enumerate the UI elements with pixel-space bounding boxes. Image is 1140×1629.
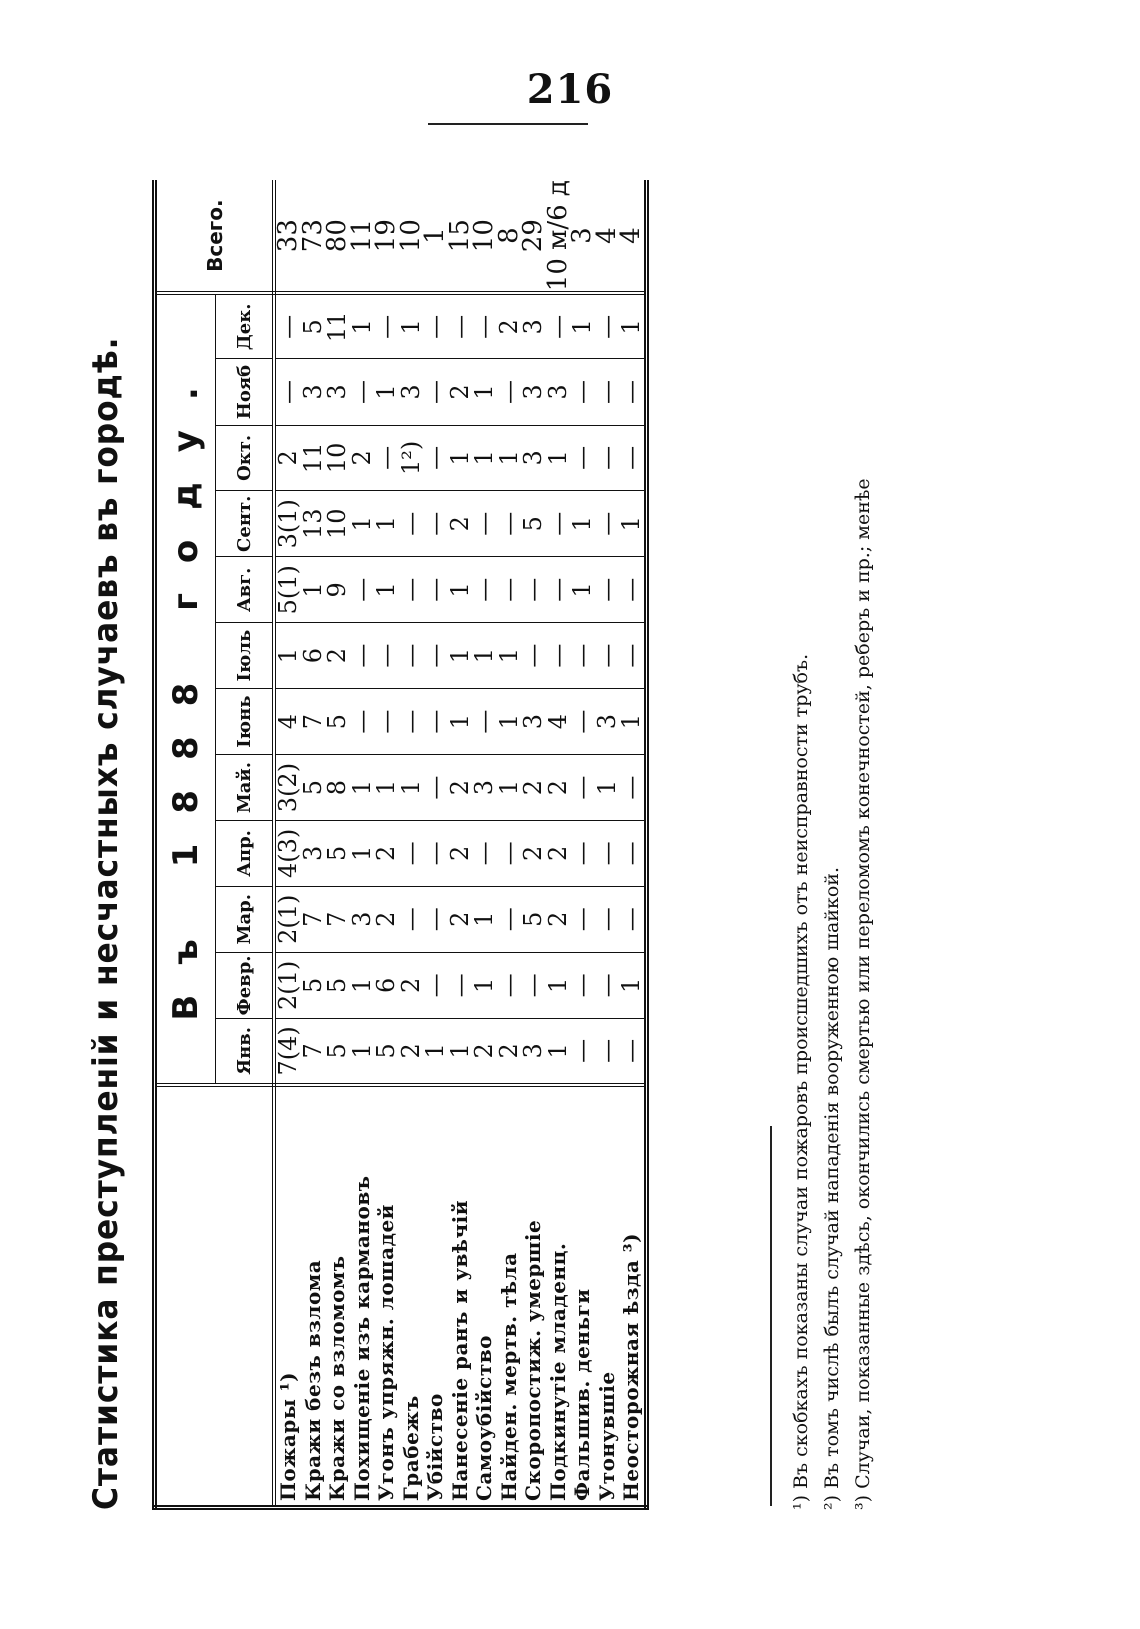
month-cell: —: [448, 952, 473, 1019]
month-cell: —: [472, 689, 497, 755]
table-body: [274, 180, 646, 1508]
month-cell: 1: [350, 821, 375, 887]
month-cell: —: [374, 425, 399, 491]
month-cell: 1: [619, 491, 646, 557]
month-cell: —: [570, 886, 595, 952]
month-cell: 4: [546, 689, 571, 755]
month-cell: —: [595, 886, 620, 952]
month-header: Янв.: [216, 1019, 275, 1085]
footnote-1: ¹) Въ скобкахъ показаны случаи пожаровъ происшедшихъ отъ неисправности трубъ.: [790, 653, 812, 1510]
row-total: 4: [595, 180, 620, 293]
month-cell: 1: [374, 557, 399, 623]
month-cell: 2: [472, 1019, 497, 1085]
month-cell: 1: [350, 755, 375, 821]
month-cell: 3: [595, 689, 620, 755]
month-cell: 5(1): [274, 557, 301, 623]
month-cell: —: [595, 491, 620, 557]
month-cell: 1: [619, 689, 646, 755]
month-cell: —: [497, 821, 522, 887]
month-header: Сент.: [216, 491, 275, 557]
footnotes: [786, 180, 879, 1510]
month-cell: —: [274, 359, 301, 425]
month-header: Авг.: [216, 557, 275, 623]
month-cell: 5: [325, 952, 350, 1019]
month-cell: 3: [472, 755, 497, 821]
month-cell: 1: [448, 557, 473, 623]
month-cell: 2: [448, 821, 473, 887]
month-cell: 2: [448, 359, 473, 425]
month-cell: 1: [350, 491, 375, 557]
month-cell: 5: [374, 1019, 399, 1085]
period-header: Въ 1888 году.: [155, 293, 216, 1084]
month-cell: 1: [472, 425, 497, 491]
row-total: 33: [274, 180, 301, 293]
month-cell: 5: [521, 491, 546, 557]
month-cell: 1: [350, 1019, 375, 1085]
month-cell: 5: [301, 952, 326, 1019]
month-cell: 3: [325, 359, 350, 425]
table-row: [448, 180, 473, 1508]
table-row: [325, 180, 350, 1508]
month-cell: 1: [399, 755, 424, 821]
month-cell: 7: [301, 1019, 326, 1085]
month-cell: 2: [374, 886, 399, 952]
row-total: 15: [448, 180, 473, 293]
month-cell: 5: [301, 755, 326, 821]
month-header: Мар.: [216, 886, 275, 952]
month-cell: 2: [448, 755, 473, 821]
table-row: [546, 180, 571, 1508]
month-cell: 1: [350, 952, 375, 1019]
row-label-text: Убійство: [423, 1393, 448, 1501]
row-label: [546, 1085, 571, 1508]
month-header: Нояб: [216, 359, 275, 425]
label-header-cell: [155, 1085, 275, 1508]
month-cell: 2: [521, 821, 546, 887]
month-cell: 1: [472, 359, 497, 425]
month-cell: 1: [448, 1019, 473, 1085]
month-cell: —: [595, 425, 620, 491]
row-total: 8: [497, 180, 522, 293]
month-cell: 4(3): [274, 821, 301, 887]
table-row: [619, 180, 646, 1508]
month-cell: 2(1): [274, 886, 301, 952]
month-cell: 1: [350, 293, 375, 359]
month-cell: —: [399, 623, 424, 689]
row-label: [521, 1085, 546, 1508]
month-cell: 1: [546, 425, 571, 491]
month-header: Іюль: [216, 623, 275, 689]
month-cell: 3: [399, 359, 424, 425]
month-cell: 3: [546, 359, 571, 425]
month-cell: 1: [399, 293, 424, 359]
row-total: 11: [350, 180, 375, 293]
row-label: [423, 1085, 448, 1508]
month-cell: 2: [274, 425, 301, 491]
month-cell: —: [423, 755, 448, 821]
month-cell: —: [399, 821, 424, 887]
month-cell: —: [374, 623, 399, 689]
table-row: [472, 180, 497, 1508]
month-cell: 5: [521, 886, 546, 952]
month-cell: —: [595, 821, 620, 887]
month-cell: —: [399, 689, 424, 755]
month-cell: —: [399, 886, 424, 952]
row-total: 1: [423, 180, 448, 293]
month-cell: —: [595, 1019, 620, 1085]
month-cell: 6: [374, 952, 399, 1019]
month-cell: —: [423, 293, 448, 359]
month-cell: 5: [301, 293, 326, 359]
month-cell: 1: [497, 623, 522, 689]
row-label: [448, 1085, 473, 1508]
month-cell: 2: [448, 491, 473, 557]
month-cell: —: [497, 557, 522, 623]
month-cell: —: [595, 952, 620, 1019]
month-header: Іюнь: [216, 689, 275, 755]
month-cell: —: [497, 491, 522, 557]
month-cell: —: [374, 689, 399, 755]
month-cell: 1: [374, 755, 399, 821]
month-cell: 2: [546, 886, 571, 952]
table-row: [595, 180, 620, 1508]
month-cell: —: [497, 359, 522, 425]
row-label-text: Подкинутіе младенц.: [545, 1242, 570, 1501]
month-cell: —: [448, 293, 473, 359]
month-cell: —: [472, 821, 497, 887]
row-label-text: Нанесеніе ранъ и увѣчій: [447, 1199, 472, 1501]
row-label-text: Кражи безъ взлома: [300, 1259, 325, 1501]
month-cell: —: [570, 755, 595, 821]
table-row: [399, 180, 424, 1508]
month-cell: 3: [301, 821, 326, 887]
table-row: [374, 180, 399, 1508]
month-cell: —: [274, 293, 301, 359]
month-cell: 9: [325, 557, 350, 623]
month-cell: 2: [374, 821, 399, 887]
row-label-text: Пожары ¹): [276, 1371, 301, 1501]
month-cell: 8: [325, 755, 350, 821]
month-cell: —: [521, 557, 546, 623]
month-cell: 3: [521, 359, 546, 425]
month-cell: —: [497, 886, 522, 952]
row-label: [350, 1085, 375, 1508]
month-cell: —: [423, 491, 448, 557]
month-cell: —: [595, 359, 620, 425]
month-cell: 2: [448, 886, 473, 952]
table-row: [423, 180, 448, 1508]
month-cell: 2(1): [274, 952, 301, 1019]
month-cell: 5: [325, 821, 350, 887]
row-label-text: Неосторожная ѣзда ³): [619, 1232, 644, 1501]
row-total: 73: [301, 180, 326, 293]
statistics-table: [152, 180, 649, 1510]
month-cell: 7: [301, 886, 326, 952]
month-cell: —: [521, 623, 546, 689]
month-cell: 2: [497, 293, 522, 359]
month-cell: 1: [472, 952, 497, 1019]
month-cell: 1: [546, 952, 571, 1019]
row-label-text: Скоропостиж. умершіе: [521, 1219, 546, 1501]
row-total: 10 м/6 д: [546, 180, 571, 293]
month-cell: —: [570, 359, 595, 425]
row-total: 10: [472, 180, 497, 293]
month-cell: —: [546, 623, 571, 689]
month-cell: —: [546, 293, 571, 359]
row-total: 80: [325, 180, 350, 293]
month-cell: 1: [301, 557, 326, 623]
month-cell: —: [619, 557, 646, 623]
month-cell: 1²): [399, 425, 424, 491]
row-label: [595, 1085, 620, 1508]
month-cell: —: [570, 1019, 595, 1085]
month-cell: —: [619, 821, 646, 887]
month-cell: —: [497, 952, 522, 1019]
month-cell: 1: [619, 952, 646, 1019]
row-label: [399, 1085, 424, 1508]
month-cell: 2: [546, 821, 571, 887]
row-label: [619, 1085, 646, 1508]
month-cell: 5: [325, 689, 350, 755]
month-cell: —: [423, 886, 448, 952]
month-cell: 6: [301, 623, 326, 689]
row-label-text: Найден. мертв. тѣла: [496, 1252, 521, 1501]
month-cell: —: [423, 425, 448, 491]
month-cell: 4: [274, 689, 301, 755]
table-row: [301, 180, 326, 1508]
month-cell: —: [619, 623, 646, 689]
month-cell: 1: [448, 623, 473, 689]
month-cell: 1: [595, 755, 620, 821]
month-header: Апр.: [216, 821, 275, 887]
month-cell: 1: [274, 623, 301, 689]
month-cell: 2: [497, 1019, 522, 1085]
table-row: [570, 180, 595, 1508]
table-row: [497, 180, 522, 1508]
month-cell: —: [399, 491, 424, 557]
month-cell: 1: [570, 491, 595, 557]
month-cell: —: [619, 1019, 646, 1085]
month-header: Февр.: [216, 952, 275, 1019]
month-cell: 2: [521, 755, 546, 821]
month-cell: —: [423, 557, 448, 623]
month-cell: 2: [399, 952, 424, 1019]
month-cell: 1: [472, 623, 497, 689]
row-total: 19: [374, 180, 399, 293]
month-cell: —: [472, 293, 497, 359]
month-cell: 1: [374, 359, 399, 425]
month-cell: 1: [448, 425, 473, 491]
month-cell: 11: [301, 425, 326, 491]
month-cell: 3: [301, 359, 326, 425]
month-cell: —: [423, 952, 448, 1019]
month-cell: 1: [472, 886, 497, 952]
month-header: Дек.: [216, 293, 275, 359]
month-cell: 2: [399, 1019, 424, 1085]
month-cell: —: [619, 886, 646, 952]
month-cell: 3: [350, 886, 375, 952]
month-cell: —: [472, 491, 497, 557]
month-cell: 3: [521, 293, 546, 359]
rotated-table-page: [80, 180, 970, 1510]
row-total: 29: [521, 180, 546, 293]
row-label-text: Угонъ упряжн. лошадей: [374, 1203, 399, 1501]
month-cell: —: [423, 359, 448, 425]
month-cell: 3: [521, 1019, 546, 1085]
row-total: 4: [619, 180, 646, 293]
row-label-text: Кражи со взломомъ: [325, 1255, 350, 1501]
row-total: 3: [570, 180, 595, 293]
table-title: Статистика преступленій и несчастныхъ случаевъ въ городѣ.: [86, 336, 126, 1510]
month-cell: —: [423, 623, 448, 689]
month-cell: 11: [325, 293, 350, 359]
month-cell: —: [619, 755, 646, 821]
month-cell: 1: [423, 1019, 448, 1085]
month-cell: —: [399, 557, 424, 623]
month-cell: —: [521, 952, 546, 1019]
footnote-2: ²) Въ томъ числѣ былъ случай нападенія вооруженною шайкой.: [821, 866, 843, 1510]
month-cell: 1: [497, 425, 522, 491]
month-cell: —: [570, 689, 595, 755]
month-cell: —: [570, 623, 595, 689]
row-label: [325, 1085, 350, 1508]
month-cell: 2: [350, 425, 375, 491]
month-cell: 1: [570, 557, 595, 623]
month-cell: —: [423, 821, 448, 887]
month-cell: 2: [546, 755, 571, 821]
month-cell: 1: [374, 491, 399, 557]
month-cell: 7: [325, 886, 350, 952]
row-label-text: Утонувшіе: [594, 1371, 619, 1501]
month-cell: 1: [497, 689, 522, 755]
table-row: [350, 180, 375, 1508]
month-cell: —: [619, 359, 646, 425]
table-row: [521, 180, 546, 1508]
row-label: [274, 1085, 301, 1508]
row-label: [374, 1085, 399, 1508]
month-cell: 1: [570, 293, 595, 359]
month-cell: —: [350, 689, 375, 755]
total-header: Всего.: [155, 180, 275, 293]
month-cell: 3: [521, 425, 546, 491]
month-cell: 10: [325, 425, 350, 491]
month-cell: 13: [301, 491, 326, 557]
row-label-text: Похищеніе изъ кармановъ: [349, 1175, 374, 1501]
row-label: [570, 1085, 595, 1508]
month-cell: —: [570, 425, 595, 491]
month-cell: —: [595, 293, 620, 359]
page-number: 216: [526, 66, 614, 113]
row-label-text: Самоубійство: [472, 1335, 497, 1501]
table-row: [274, 180, 301, 1508]
footnote-3: ³) Случаи, показанные здѣсь, окончились смертью или переломомъ конечностей, реберъ и пр.; менѣе: [852, 478, 874, 1510]
month-cell: —: [350, 557, 375, 623]
row-total: 10: [399, 180, 424, 293]
month-cell: 3(2): [274, 755, 301, 821]
row-label: [301, 1085, 326, 1508]
month-cell: —: [374, 293, 399, 359]
month-cell: 3: [521, 689, 546, 755]
row-label-text: Фальшив. деньги: [570, 1288, 595, 1501]
month-cell: 7(4): [274, 1019, 301, 1085]
month-cell: 1: [448, 689, 473, 755]
month-cell: —: [619, 425, 646, 491]
month-cell: —: [570, 821, 595, 887]
month-cell: 7: [301, 689, 326, 755]
month-cell: —: [546, 557, 571, 623]
month-cell: —: [472, 557, 497, 623]
month-cell: —: [350, 359, 375, 425]
month-cell: 1: [497, 755, 522, 821]
month-cell: 10: [325, 491, 350, 557]
month-cell: 1: [546, 1019, 571, 1085]
month-cell: —: [350, 623, 375, 689]
month-cell: —: [595, 557, 620, 623]
month-cell: 5: [325, 1019, 350, 1085]
month-cell: 2: [325, 623, 350, 689]
row-label: [472, 1085, 497, 1508]
row-label-text: Грабежъ: [398, 1395, 423, 1501]
month-cell: —: [595, 623, 620, 689]
month-cell: 3(1): [274, 491, 301, 557]
footnote-rule: [770, 1126, 772, 1506]
month-cell: —: [570, 952, 595, 1019]
month-cell: —: [546, 491, 571, 557]
month-header: Май.: [216, 755, 275, 821]
month-cell: 1: [619, 293, 646, 359]
month-header: Окт.: [216, 425, 275, 491]
page-number-rule: [428, 123, 588, 125]
row-label: [497, 1085, 522, 1508]
month-cell: —: [423, 689, 448, 755]
